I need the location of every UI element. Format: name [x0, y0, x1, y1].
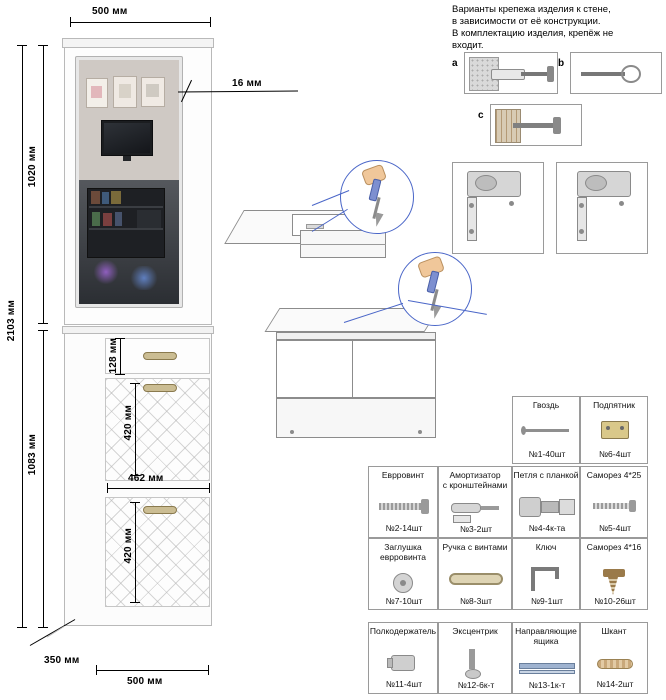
damper-bracket-icon	[453, 515, 471, 523]
hardware-title: Ручка с винтами	[442, 542, 508, 552]
hardware-title: Саморез 4*25	[586, 470, 642, 480]
dim-lower-height-label: 1083 мм	[27, 434, 38, 476]
dim-door2-tick-top	[130, 502, 140, 503]
hinge-cup-icon	[519, 497, 541, 517]
hardware-title-line1: Направляющие	[515, 626, 577, 636]
hardware-code: №1-40шт	[528, 449, 566, 459]
hardware-cell-shelf-support	[368, 622, 438, 694]
hardware-code: №14-2шт	[596, 679, 634, 689]
dim-thickness-label: 16 мм	[232, 78, 262, 89]
carcass-dowel-hole-2	[418, 430, 422, 434]
dowel-icon	[597, 659, 633, 669]
carcass-divider	[352, 341, 353, 397]
damper-cylinder-icon	[475, 175, 497, 191]
door-lower-handle	[143, 506, 177, 514]
hardware-cell-slides	[512, 622, 580, 694]
dim-total-height-line	[22, 45, 23, 627]
hardware-code: №7-10шт	[385, 596, 423, 606]
drawer-slide-line	[300, 244, 386, 245]
shelf-support-icon	[391, 655, 415, 671]
hardware-title-line1: Заглушка	[384, 542, 422, 552]
dim-door2-line	[135, 502, 136, 602]
screw-416-head-icon	[603, 569, 625, 577]
dim-lower-tick-top	[38, 330, 48, 331]
mount-label-a: a	[452, 58, 458, 69]
carcass-lower-body	[276, 398, 436, 438]
hardware-title: Шкант	[601, 626, 627, 636]
hardware-title: Ключ	[535, 542, 557, 552]
mount-option-b-box	[570, 52, 662, 94]
dim-top-tick-right	[210, 17, 211, 27]
hardware-cell-dowel	[580, 622, 648, 694]
nail-head-icon	[521, 426, 526, 435]
carcass-top-edge	[276, 332, 436, 340]
hardware-cell-euroscrew	[368, 466, 438, 538]
dim-drawer-line	[120, 338, 121, 374]
dim-drawer-tick-bot	[115, 374, 125, 375]
hardware-code: №13-1к-т	[528, 680, 566, 690]
hardware-cell-damper	[438, 466, 512, 538]
hardware-title-line2: с кронштейнами	[442, 480, 508, 490]
mount-label-b: b	[558, 58, 565, 69]
hinge-plate-icon	[559, 499, 575, 515]
hardware-cell-nail	[512, 396, 580, 464]
bracket-hole-1	[469, 203, 474, 208]
screw-head-b-icon	[621, 65, 641, 83]
dim-door1-line	[135, 383, 136, 475]
nail-icon	[523, 429, 569, 432]
hardware-cell-screw425	[580, 466, 648, 538]
mirror-cabinet-top-cap	[62, 38, 214, 48]
handle-icon	[449, 573, 503, 585]
drawer-slide-icon	[519, 663, 575, 669]
hardware-cell-cam	[438, 622, 512, 694]
dim-upper-tick-bot	[38, 323, 48, 324]
dim-upper-height-line	[43, 45, 44, 323]
dim-top-width-label: 500 мм	[92, 6, 128, 17]
dim-inner-tick-right	[209, 483, 210, 493]
door-upper-handle	[143, 384, 177, 392]
bracket-hole-2	[579, 229, 584, 234]
dim-bottom-width-label: 500 мм	[127, 676, 163, 687]
dim-lower-tick-bot	[38, 627, 48, 628]
hinge-arm-icon	[541, 501, 559, 513]
shelf-support-pin-icon	[387, 658, 393, 668]
hardware-cell-handle	[438, 538, 512, 610]
hardware-code: №10-26шт	[594, 596, 636, 606]
dowel-anchor-icon	[491, 69, 525, 80]
dim-door2-label: 420 мм	[123, 528, 134, 564]
hardware-title: Еврровинт	[381, 470, 425, 480]
cam-bolt-icon	[469, 649, 475, 669]
screw-shaft-b-icon	[581, 72, 625, 76]
hardware-title: Петля с планкой	[513, 470, 579, 480]
dim-bottom-width-line	[96, 670, 208, 671]
hardware-title: Эксцентрик	[452, 626, 498, 636]
screw-416-icon	[608, 577, 618, 595]
cap-center-icon	[400, 580, 406, 586]
hardware-code: №3-2шт	[459, 524, 493, 534]
glide-hole-2	[620, 426, 624, 430]
glide-icon	[601, 421, 629, 439]
note-line-2: в зависимости от её конструкции.	[452, 16, 601, 27]
bracket-hole-2	[469, 229, 474, 234]
hardware-code: №11-4шт	[385, 679, 423, 689]
dim-top-tick-left	[70, 17, 71, 27]
mount-label-c: c	[478, 110, 484, 121]
carcass-upper-body	[276, 340, 436, 398]
hardware-cell-hinge	[512, 466, 580, 538]
note-line-3: В комплектацию изделия, крепёж не	[452, 28, 614, 39]
drawer-handle	[143, 352, 177, 360]
hardware-title-line2: ящика	[533, 636, 559, 646]
hardware-title: Полкодержатель	[369, 626, 437, 636]
bracket-detail-right	[556, 162, 648, 254]
carcass-dowel-hole-1	[290, 430, 294, 434]
hardware-title: Гвоздь	[532, 400, 560, 410]
mount-option-c-box	[490, 104, 582, 146]
dim-lower-height-line	[43, 330, 44, 627]
damper-icon	[451, 503, 481, 513]
note-line-4: входит.	[452, 40, 484, 51]
hardware-title-line2: еврровинта	[380, 552, 426, 562]
hardware-cell-cap	[368, 538, 438, 610]
dim-upper-height-label: 1020 мм	[27, 146, 38, 188]
dim-inner-width-line	[107, 488, 209, 489]
dim-total-height-label: 2103 мм	[6, 300, 17, 342]
screw-425-icon	[593, 503, 631, 509]
wall-mount-note	[452, 4, 662, 52]
dim-door1-tick-top	[130, 383, 140, 384]
dim-inner-width-label: 462 мм	[128, 473, 164, 484]
hardware-code: №8-3шт	[459, 596, 493, 606]
base-perspective-edge-left	[47, 626, 64, 637]
hardware-code: №5-4шт	[598, 523, 632, 533]
mount-option-a-box	[464, 52, 558, 94]
cam-lock-icon	[465, 669, 481, 679]
screw-shaft-c-icon	[513, 123, 557, 128]
hardware-cell-key	[512, 538, 580, 610]
euroscrew-head-icon	[421, 499, 429, 514]
dim-inner-tick-left	[107, 483, 108, 493]
hardware-code: №6-4шт	[598, 449, 632, 459]
bracket-detail-left	[452, 162, 544, 254]
screw-head-c-icon	[553, 117, 561, 134]
mirror-reflection-image	[79, 60, 179, 304]
glide-hole-1	[606, 426, 610, 430]
callout-circle-carcass	[398, 252, 472, 326]
damper-rod-icon	[481, 506, 499, 510]
euroscrew-icon	[379, 503, 423, 510]
dim-bottom-tick-right	[208, 665, 209, 675]
dim-total-tick-bot	[17, 627, 27, 628]
hardware-cell-glide	[580, 396, 648, 464]
hardware-cell-screw416	[580, 538, 648, 610]
dim-top-width-line	[70, 22, 210, 23]
damper-cylinder-icon	[585, 175, 607, 191]
key-tip-icon	[555, 567, 559, 579]
dim-upper-tick-top	[38, 45, 48, 46]
hardware-title-line1: Амортизатор	[449, 470, 501, 480]
dim-total-tick-top	[17, 45, 27, 46]
dim-door2-tick-bot	[130, 602, 140, 603]
dim-bottom-tick-left	[96, 665, 97, 675]
drawer-slide-rail-2-icon	[519, 670, 575, 674]
dim-door1-label: 420 мм	[123, 405, 134, 441]
hardware-code: №9-1шт	[530, 596, 564, 606]
bracket-hole-3	[509, 201, 514, 206]
bracket-hole-1	[579, 203, 584, 208]
callout-circle-drawer	[340, 160, 414, 234]
hardware-code: №12-6к-т	[457, 680, 495, 690]
door-upper-front	[105, 378, 210, 481]
hardware-code: №2-14шт	[385, 523, 423, 533]
hardware-code: №4-4к-та	[528, 523, 566, 533]
thickness-leader-line	[178, 90, 298, 92]
dim-depth-label: 350 мм	[44, 655, 80, 666]
note-line-1: Варианты крепежа изделия к стене,	[452, 4, 611, 15]
screw-head-a-icon	[547, 66, 554, 82]
dim-drawer-label: 128 мм	[108, 338, 119, 374]
bracket-hole-3	[619, 201, 624, 206]
hardware-title: Подпятник	[593, 400, 635, 410]
hardware-title: Саморез 4*16	[586, 542, 642, 552]
screw-425-head-icon	[629, 500, 636, 512]
lower-cabinet-top-cap	[62, 326, 214, 334]
